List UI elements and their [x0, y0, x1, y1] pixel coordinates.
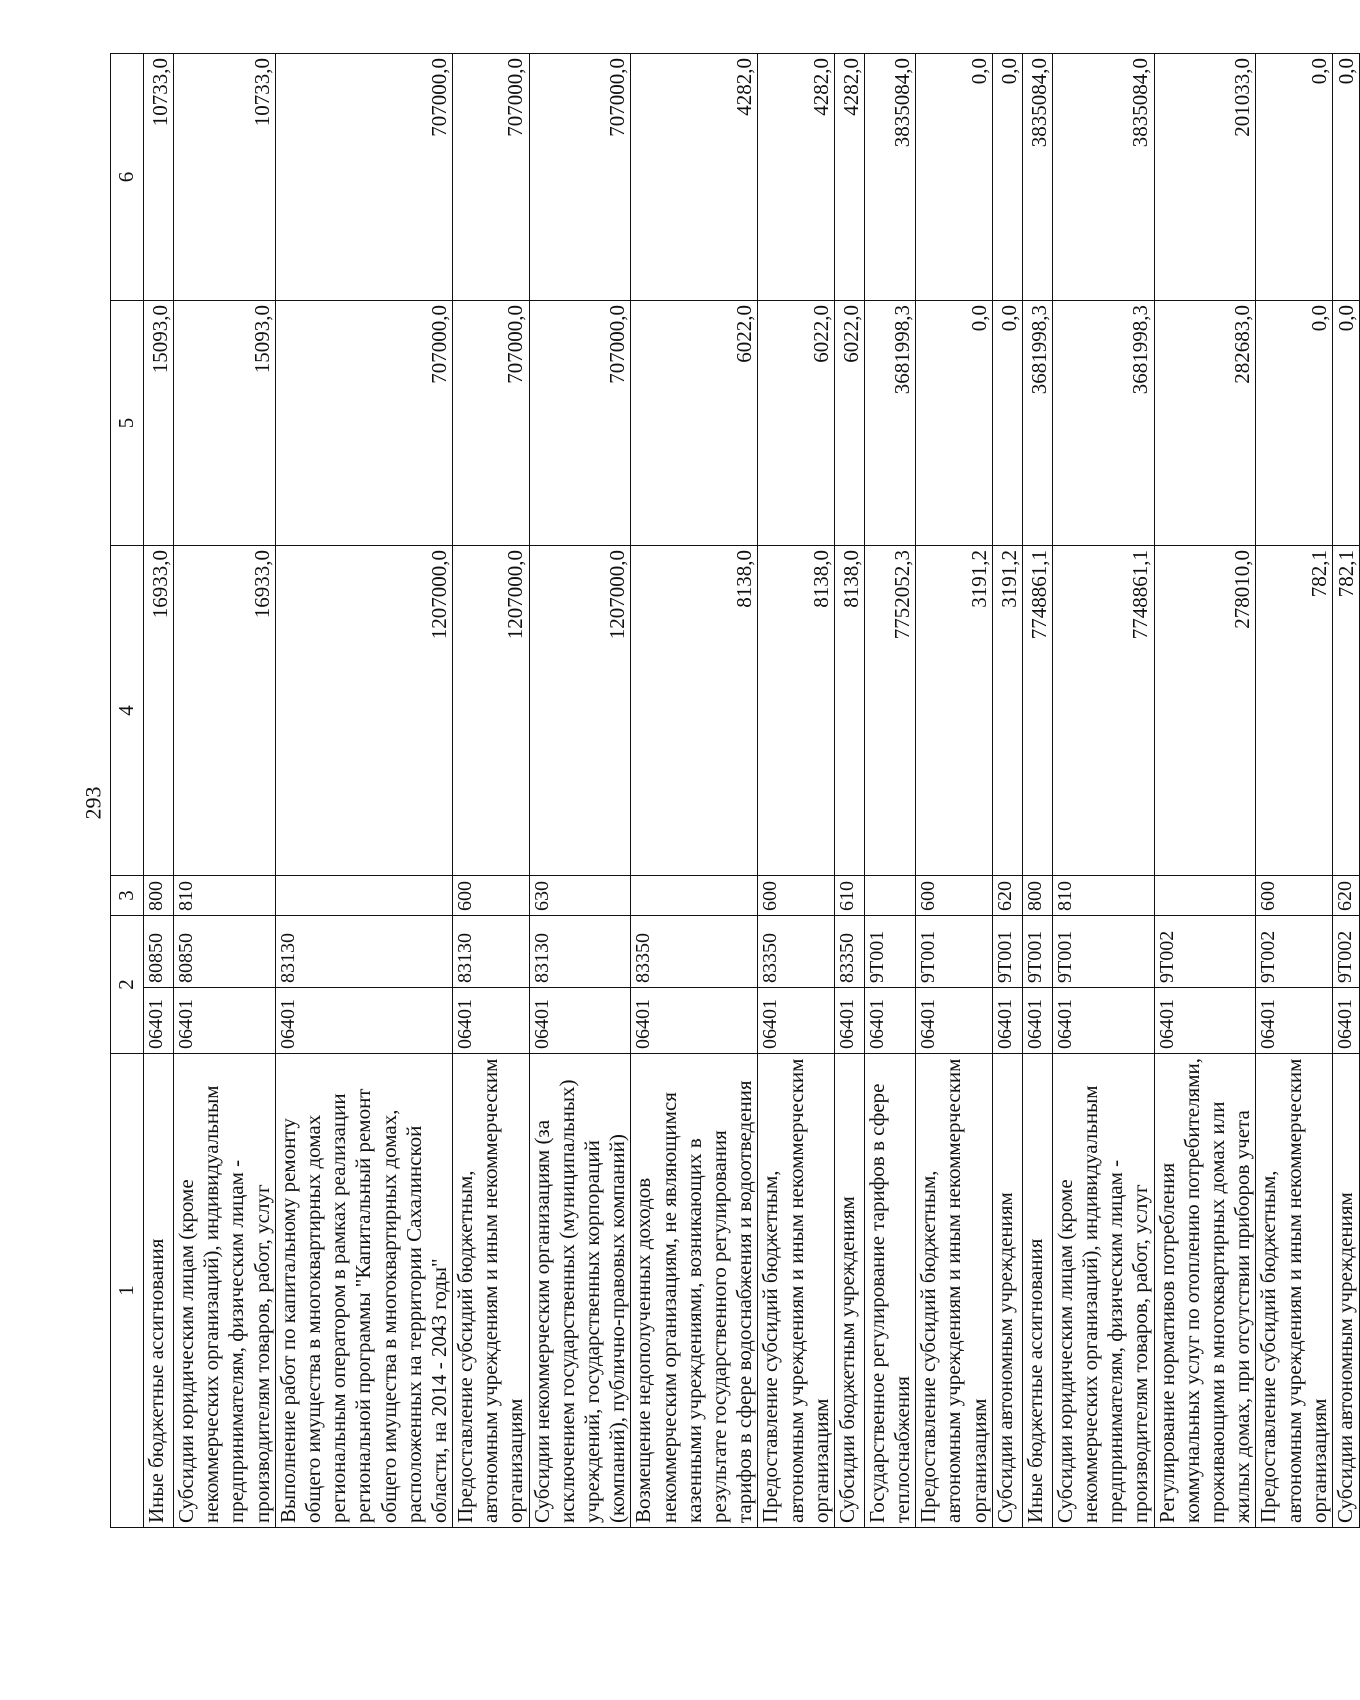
row-code-direction-cell: 80850: [144, 916, 174, 988]
table-row: [144, 54, 174, 1528]
row-value-col6-cell: 201033,0: [1154, 54, 1256, 301]
row-name-cell: Государственное регулирование тарифов в сфере теплоснабжения: [864, 1054, 915, 1528]
row-value-col4-cell: 8138,0: [758, 546, 835, 876]
row-value-col6-cell: 0,0: [1332, 54, 1359, 301]
row-value-col5-cell: 707000,0: [275, 301, 452, 546]
table-row: [1052, 54, 1154, 1528]
header-col-3: 3: [111, 876, 144, 916]
row-value-col5-cell: 0,0: [992, 301, 1022, 546]
row-value-col5-cell: 6022,0: [631, 301, 758, 546]
row-code-direction-cell: 9Т001: [916, 916, 993, 988]
row-code-direction-cell: 9Т002: [1332, 916, 1359, 988]
row-value-col6-cell: 3835084,0: [864, 54, 915, 301]
row-value-col4-cell: 3191,2: [992, 546, 1022, 876]
row-code-type-cell: [1154, 876, 1256, 916]
row-code-type-cell: 600: [758, 876, 835, 916]
row-code-direction-cell: 83130: [529, 916, 631, 988]
row-value-col6-cell: 707000,0: [275, 54, 452, 301]
row-value-col4-cell: 278010,0: [1154, 546, 1256, 876]
row-code-type-cell: [275, 876, 452, 916]
row-code-section-cell: 06401: [916, 988, 993, 1054]
row-code-direction-cell: 9Т001: [992, 916, 1022, 988]
row-value-col5-cell: 3681998,3: [1022, 301, 1052, 546]
row-code-direction-cell: 9Т001: [1022, 916, 1052, 988]
row-code-section-cell: 06401: [529, 988, 631, 1054]
row-code-type-cell: 610: [834, 876, 864, 916]
table-row: [631, 54, 758, 1528]
row-value-col5-cell: 0,0: [1256, 301, 1333, 546]
row-value-col6-cell: 0,0: [916, 54, 993, 301]
row-code-section-cell: 06401: [275, 988, 452, 1054]
row-value-col6-cell: 707000,0: [529, 54, 631, 301]
row-name-cell: Субсидии автономным учреждениям: [1332, 1054, 1359, 1528]
row-value-col6-cell: 10733,0: [144, 54, 174, 301]
row-name-cell: Субсидии автономным учреждениям: [992, 1054, 1022, 1528]
table-row: [916, 54, 993, 1528]
row-code-section-cell: 06401: [1332, 988, 1359, 1054]
row-name-cell: Предоставление субсидий бюджетным, автономным учреждениям и иным некоммерческим организациям: [916, 1054, 993, 1528]
row-value-col4-cell: 1207000,0: [529, 546, 631, 876]
row-value-col4-cell: 16933,0: [144, 546, 174, 876]
table-row: [758, 54, 835, 1528]
row-value-col5-cell: 0,0: [1332, 301, 1359, 546]
row-code-direction-cell: 9Т002: [1256, 916, 1333, 988]
header-col-4: 4: [111, 546, 144, 876]
row-code-direction-cell: 83350: [834, 916, 864, 988]
row-code-section-cell: 06401: [1022, 988, 1052, 1054]
row-code-type-cell: 810: [1052, 876, 1154, 916]
row-value-col4-cell: 1207000,0: [453, 546, 530, 876]
row-value-col4-cell: 782,1: [1256, 546, 1333, 876]
row-code-section-cell: 06401: [1256, 988, 1333, 1054]
row-value-col4-cell: 7748861,1: [1022, 546, 1052, 876]
row-name-cell: Выполнение работ по капитальному ремонту общего имущества в многоквартирных домах региональным оператором в рамках реализации региональной программы "Капитальный ремонт общего имущества в многоквартирных домах, расположенных на территории Сахалинской области, на 2014 - 2043 годы": [275, 1054, 452, 1528]
row-code-type-cell: [631, 876, 758, 916]
row-value-col4-cell: 782,1: [1332, 546, 1359, 876]
table-row: [1154, 54, 1256, 1528]
table-row: [174, 54, 276, 1528]
table-row: [992, 54, 1022, 1528]
row-value-col6-cell: 4282,0: [631, 54, 758, 301]
row-code-section-cell: 06401: [1154, 988, 1256, 1054]
table-row: [529, 54, 631, 1528]
row-value-col4-cell: 8138,0: [631, 546, 758, 876]
row-value-col4-cell: 7752052,3: [864, 546, 915, 876]
row-value-col5-cell: 3681998,3: [864, 301, 915, 546]
row-code-section-cell: 06401: [758, 988, 835, 1054]
header-col-6: 6: [111, 54, 144, 301]
row-value-col4-cell: 1207000,0: [275, 546, 452, 876]
row-name-cell: Субсидии юридическим лицам (кроме некоммерческих организаций), индивидуальным предпринимателям, физическим лицам - производителям товаров, работ, услуг: [174, 1054, 276, 1528]
table-row: [1256, 54, 1333, 1528]
row-value-col5-cell: 707000,0: [453, 301, 530, 546]
row-value-col6-cell: 707000,0: [453, 54, 530, 301]
row-value-col5-cell: 15093,0: [144, 301, 174, 546]
page-number: 293: [80, 786, 106, 820]
row-value-col6-cell: 3835084,0: [1022, 54, 1052, 301]
row-code-type-cell: 800: [144, 876, 174, 916]
row-value-col4-cell: 16933,0: [174, 546, 276, 876]
row-code-type-cell: [864, 876, 915, 916]
row-code-direction-cell: 9Т001: [864, 916, 915, 988]
row-code-direction-cell: 9Т002: [1154, 916, 1256, 988]
row-value-col4-cell: 8138,0: [834, 546, 864, 876]
row-code-section-cell: 06401: [144, 988, 174, 1054]
rotated-table-container: [110, 54, 1358, 1528]
row-name-cell: Регулирование нормативов потребления коммунальных услуг по отоплению потребителями, проживающими в многоквартирных домах или жилых домах, при отсутствии приборов учета: [1154, 1054, 1256, 1528]
row-code-type-cell: 620: [1332, 876, 1359, 916]
row-code-type-cell: 600: [916, 876, 993, 916]
table-row: [1022, 54, 1052, 1528]
row-name-cell: Иные бюджетные ассигнования: [1022, 1054, 1052, 1528]
row-value-col6-cell: 3835084,0: [1052, 54, 1154, 301]
table-row: [1332, 54, 1359, 1528]
row-value-col4-cell: 7748861,1: [1052, 546, 1154, 876]
table-row: [275, 54, 452, 1528]
row-code-type-cell: 810: [174, 876, 276, 916]
row-value-col6-cell: 0,0: [1256, 54, 1333, 301]
row-value-col5-cell: 6022,0: [834, 301, 864, 546]
row-code-section-cell: 06401: [1052, 988, 1154, 1054]
row-name-cell: Возмещение недополученных доходов некоммерческим организациям, не являющимся казенными учреждениями, возникающих в результате государственного регулирования тарифов в сфере водоснабжения и водоотведения: [631, 1054, 758, 1528]
row-code-direction-cell: 83350: [758, 916, 835, 988]
header-col-1: 1: [111, 1054, 144, 1528]
row-value-col5-cell: 6022,0: [758, 301, 835, 546]
row-value-col5-cell: 15093,0: [174, 301, 276, 546]
header-col-2: 2: [111, 916, 144, 1054]
row-code-type-cell: 600: [1256, 876, 1333, 916]
header-row: [111, 54, 144, 1528]
table-row: [834, 54, 864, 1528]
row-code-type-cell: 800: [1022, 876, 1052, 916]
row-name-cell: Предоставление субсидий бюджетным, автономным учреждениям и иным некоммерческим организациям: [758, 1054, 835, 1528]
row-value-col5-cell: 3681998,3: [1052, 301, 1154, 546]
row-code-direction-cell: 80850: [174, 916, 276, 988]
row-value-col6-cell: 4282,0: [834, 54, 864, 301]
row-value-col5-cell: 282683,0: [1154, 301, 1256, 546]
row-name-cell: Субсидии некоммерческим организациям (за исключением государственных (муниципальных) учреждений, государственных корпораций (компаний), публично-правовых компаний): [529, 1054, 631, 1528]
row-name-cell: Субсидии юридическим лицам (кроме некоммерческих организаций), индивидуальным предпринимателям, физическим лицам - производителям товаров, работ, услуг: [1052, 1054, 1154, 1528]
table-row: [864, 54, 915, 1528]
row-value-col6-cell: 10733,0: [174, 54, 276, 301]
header-col-5: 5: [111, 301, 144, 546]
row-code-section-cell: 06401: [174, 988, 276, 1054]
row-name-cell: Предоставление субсидий бюджетным, автономным учреждениям и иным некоммерческим организациям: [453, 1054, 530, 1528]
row-name-cell: Субсидии бюджетным учреждениям: [834, 1054, 864, 1528]
row-value-col4-cell: 3191,2: [916, 546, 993, 876]
row-code-type-cell: 600: [453, 876, 530, 916]
row-value-col5-cell: 0,0: [916, 301, 993, 546]
row-code-direction-cell: 83130: [453, 916, 530, 988]
row-name-cell: Предоставление субсидий бюджетным, автономным учреждениям и иным некоммерческим организациям: [1256, 1054, 1333, 1528]
row-value-col5-cell: 707000,0: [529, 301, 631, 546]
row-value-col6-cell: 0,0: [992, 54, 1022, 301]
row-code-section-cell: 06401: [631, 988, 758, 1054]
row-code-section-cell: 06401: [864, 988, 915, 1054]
row-code-type-cell: 620: [992, 876, 1022, 916]
row-code-direction-cell: 9Т001: [1052, 916, 1154, 988]
row-code-direction-cell: 83130: [275, 916, 452, 988]
row-code-section-cell: 06401: [834, 988, 864, 1054]
row-name-cell: Иные бюджетные ассигнования: [144, 1054, 174, 1528]
row-code-section-cell: 06401: [453, 988, 530, 1054]
budget-table: [110, 53, 1360, 1528]
row-code-type-cell: 630: [529, 876, 631, 916]
row-code-section-cell: 06401: [992, 988, 1022, 1054]
table-row: [453, 54, 530, 1528]
row-code-direction-cell: 83350: [631, 916, 758, 988]
row-value-col6-cell: 4282,0: [758, 54, 835, 301]
